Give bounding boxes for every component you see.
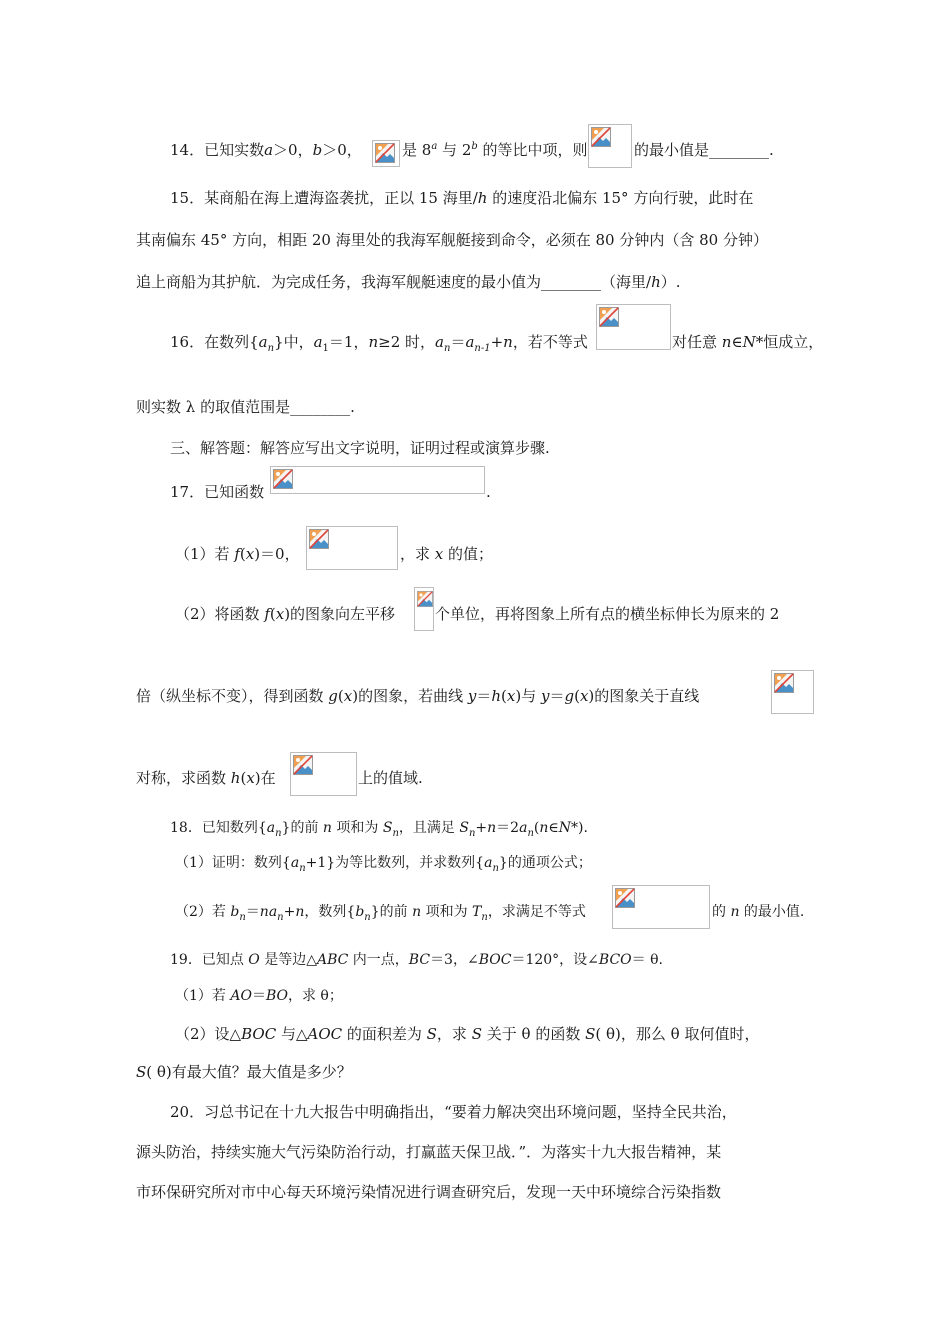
broken-image-icon <box>599 307 619 327</box>
q17-part-1b: ，求 x 的值； <box>400 545 494 563</box>
formula-image-icon <box>588 124 632 168</box>
q17-line-1-end: . <box>486 483 491 501</box>
formula-image-icon <box>306 526 398 570</box>
q17-line-3: 倍（纵坐标不变），得到函数 g(x)的图象，若曲线 y＝h(x)与 y＝g(x)的图象关于直线 <box>136 687 700 705</box>
broken-image-icon <box>417 590 433 608</box>
formula-image-icon <box>771 670 814 714</box>
formula-image-icon <box>596 304 671 350</box>
formula-image-icon <box>372 140 400 167</box>
q16-line-1: 16．在数列$\{a_n\}$中，$a_1=1$，n≥2 时，$a_n=a_{n-1}+n$，若不等式 <box>170 333 588 354</box>
q19-part-2: （2）设△BOC 与△AOC 的面积差为 S，求 S 关于 θ 的函数 S( θ)，那么 θ 取何值时， <box>175 1025 760 1043</box>
formula-image-icon <box>290 752 357 796</box>
q15-line-2: 其南偏东 45° 方向，相距 20 海里处的我海军舰艇接到命令，必须在 80 分钟内（含 80 分钟） <box>136 231 768 249</box>
broken-image-icon <box>774 673 794 693</box>
q19-line-1: 19．已知点 O 是等边△ABC 内一点，BC＝3，∠BOC＝120°，设∠BCO＝ θ. <box>170 952 663 968</box>
q20-line-3: 市环保研究所对市中心每天环境污染情况进行调查研究后，发现一天中环境综合污染指数 <box>136 1183 722 1201</box>
broken-image-icon <box>591 127 611 147</box>
broken-image-icon <box>375 143 395 163</box>
q20-line-2: 源头防治，持续实施大气污染防治行动，打赢蓝天保卫战．”．为落实十九大报告精神，某 <box>136 1143 722 1161</box>
q17-part-2b: 个单位，再将图象上所有点的横坐标伸长为原来的 2 <box>435 605 780 623</box>
q16-line-1b: 对任意 n∈N*恒成立， <box>672 333 824 351</box>
q17-line-4: 对称，求函数 h(x)在 <box>136 769 276 787</box>
q14-line-b: 是 8$^a$ 与 2$^b$ 的等比中项，则 <box>402 141 588 159</box>
q20-line-1: 20．习总书记在十九大报告中明确指出，“要着力解决突出环境问题，坚持全民共治， <box>170 1103 737 1121</box>
q17-part-1: （1）若 f(x)＝0， <box>175 545 300 563</box>
broken-image-icon <box>309 529 329 549</box>
broken-image-icon <box>615 888 635 908</box>
q18-part-2: （2）若 $b_n=na_n+n$，数列$\{b_n\}$的前 n 项和为 $T_n$，求满足不等式 <box>175 904 586 923</box>
formula-image-icon <box>414 587 434 631</box>
formula-image-icon <box>270 466 485 494</box>
q16-line-2: 则实数 λ 的取值范围是________. <box>136 398 355 416</box>
q14-line-c: 的最小值是________. <box>634 141 774 159</box>
broken-image-icon <box>273 469 293 489</box>
section-heading: 三、解答题：解答应写出文字说明，证明过程或演算步骤. <box>170 439 550 457</box>
q18-line-1: 18．已知数列$\{a_n\}$的前 n 项和为 $S_n$，且满足 $S_n+n=2a_n(n\in N*)$. <box>170 820 588 839</box>
q17-line-1: 17．已知函数 <box>170 483 265 501</box>
q15-line-3: 追上商船为其护航．为完成任务，我海军舰艇速度的最小值为________（海里/h）. <box>136 273 681 291</box>
broken-image-icon <box>293 755 313 775</box>
q19-line-4: S( θ)有最大值？最大值是多少？ <box>136 1063 352 1081</box>
q15-line-1: 15．某商船在海上遭海盗袭扰，正以 15 海里/h 的速度沿北偏东 15° 方向行驶，此时在 <box>170 189 754 207</box>
q17-part-2: （2）将函数 f(x)的图象向左平移 <box>175 605 396 623</box>
q17-line-4b: 上的值域. <box>358 769 423 787</box>
q18-part-2b: 的 n 的最小值. <box>712 904 805 920</box>
formula-image-icon <box>612 885 710 929</box>
q14-line: 14．已知实数a＞0，b＞0， <box>170 141 362 159</box>
q19-part-1: （1）若 AO＝BO，求 θ； <box>175 988 343 1004</box>
q18-part-1: （1）证明：数列$\{a_n+1\}$为等比数列，并求数列$\{a_n\}$的通项公式； <box>175 855 592 874</box>
